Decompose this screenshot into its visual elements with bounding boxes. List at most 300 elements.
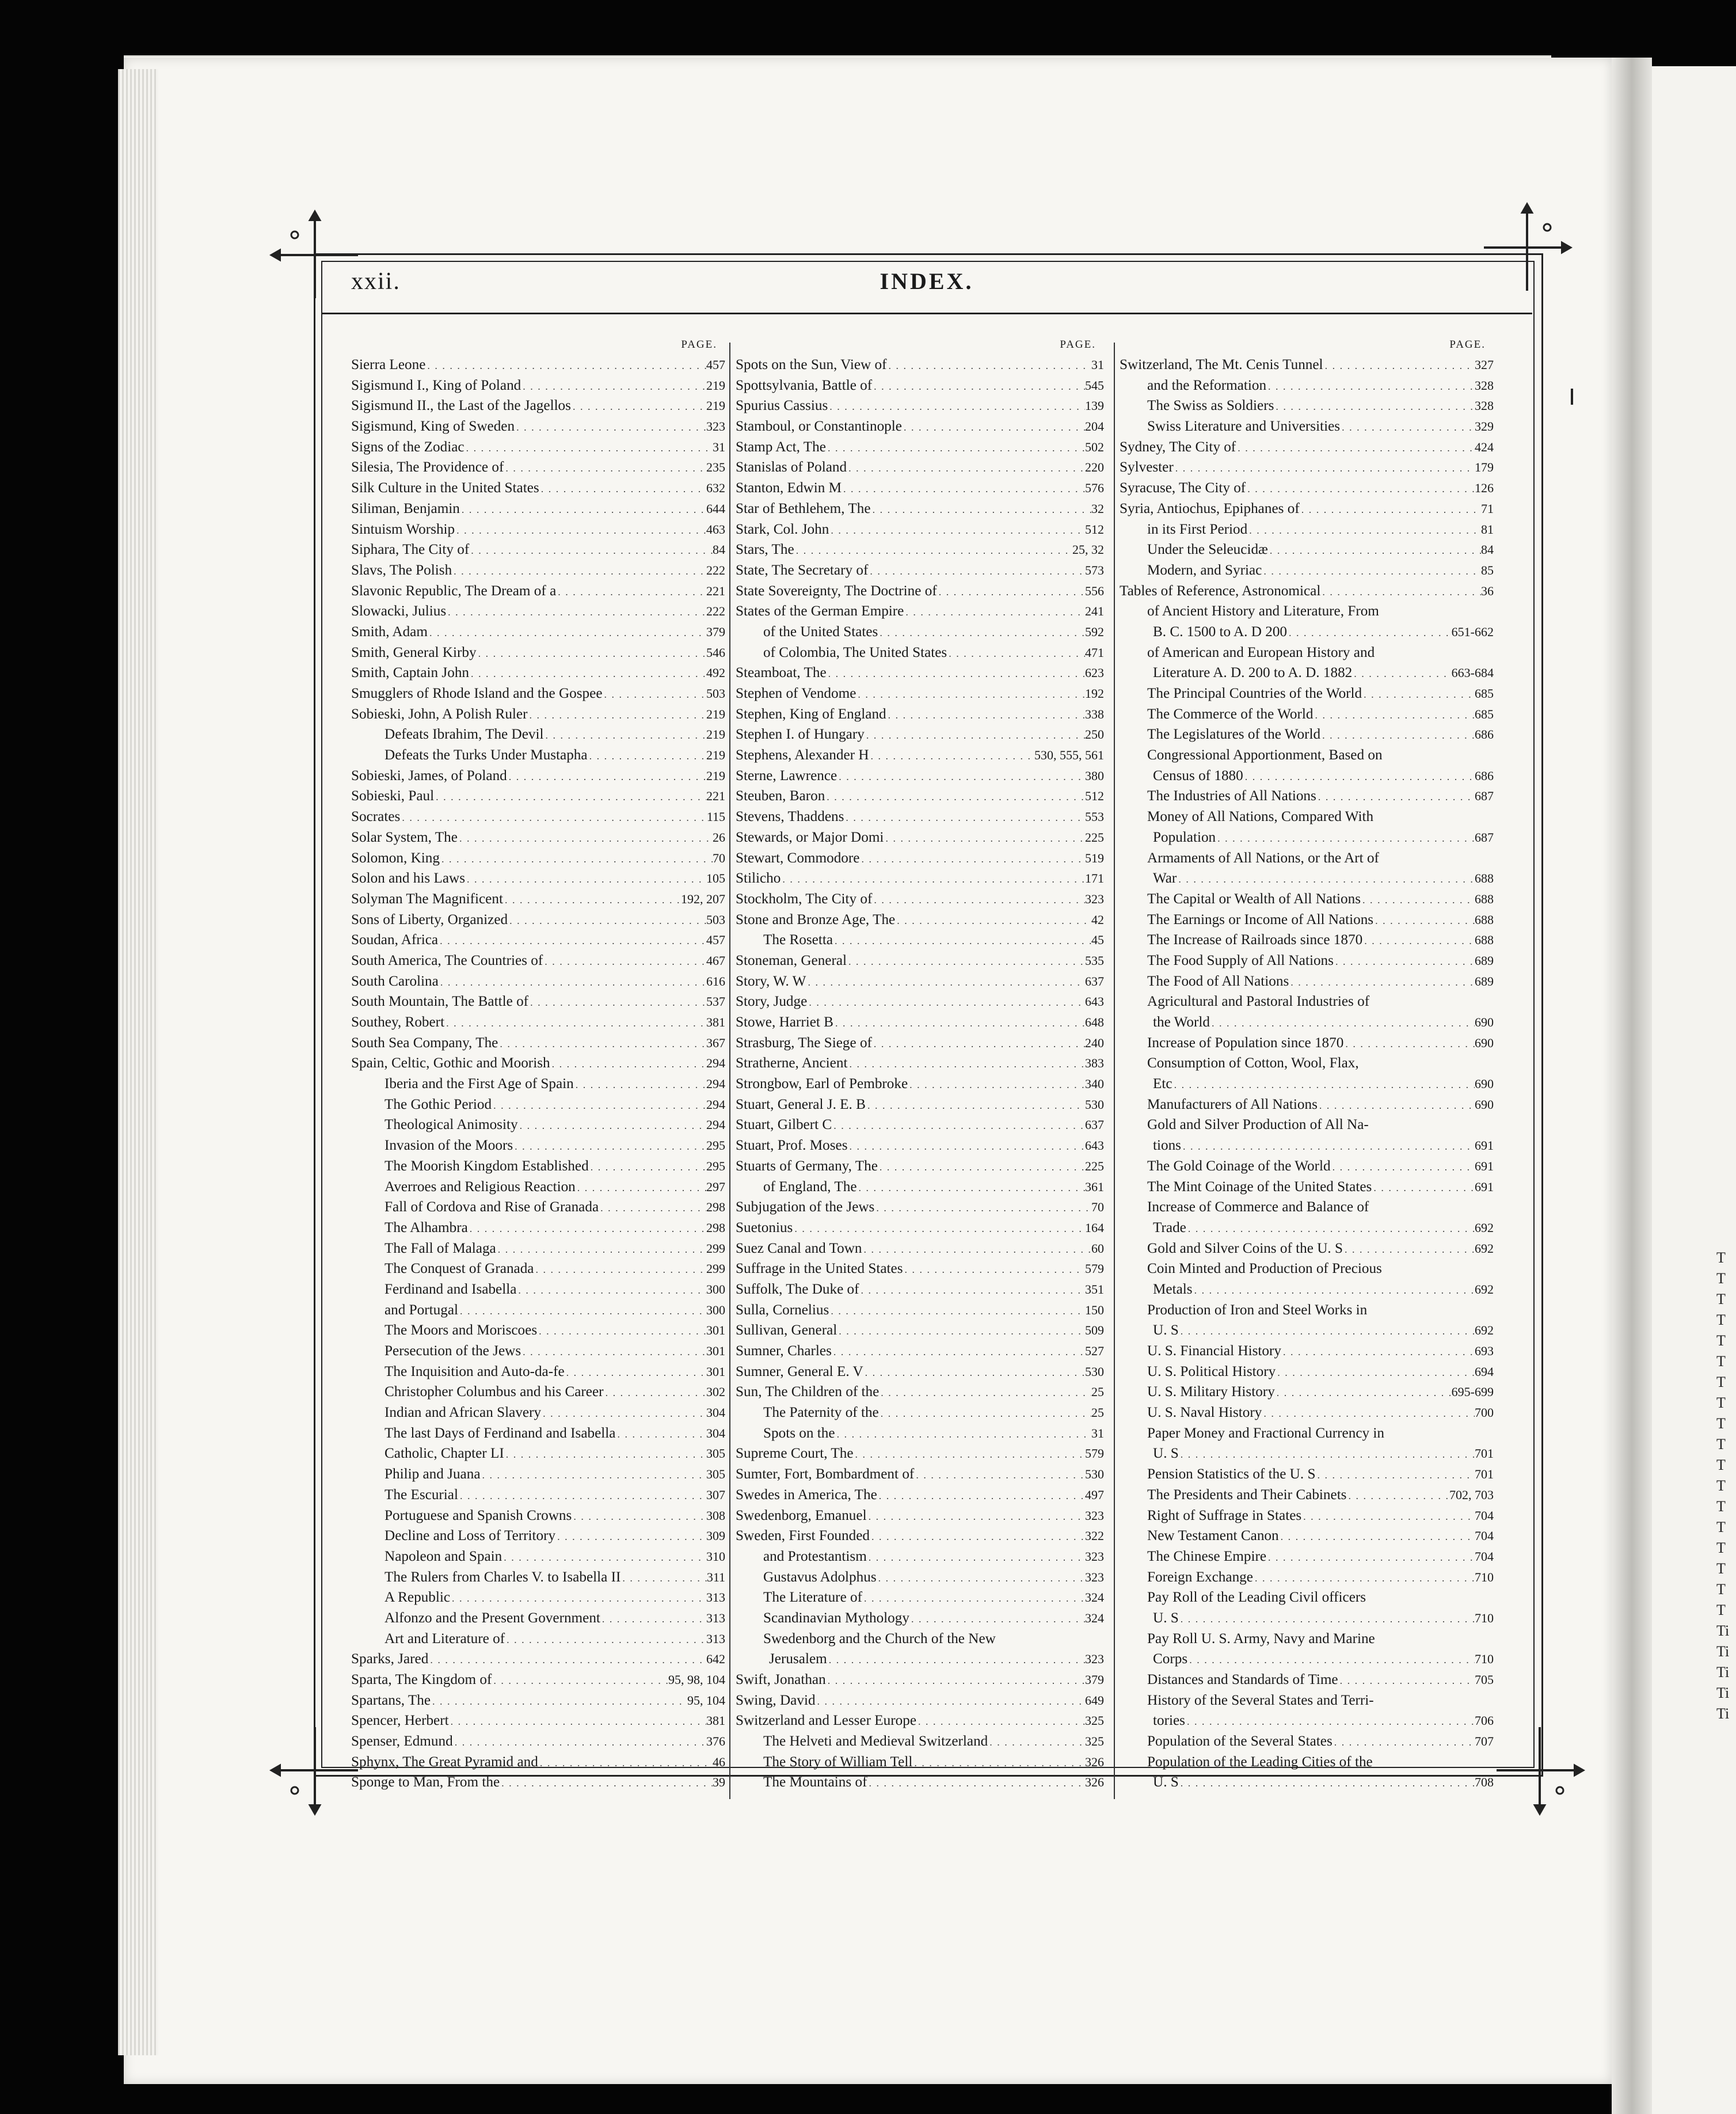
index-entry-page: 222	[706, 562, 725, 577]
index-entry	[351, 1238, 725, 1259]
index-entry-page: 298	[706, 1200, 725, 1215]
index-entry	[736, 375, 1104, 396]
index-entry	[736, 1218, 1104, 1238]
leader-dots	[528, 991, 706, 1012]
index-entry	[1120, 950, 1494, 971]
index-entry	[1120, 1443, 1494, 1464]
index-entry	[1120, 1177, 1494, 1197]
index-entry	[351, 991, 725, 1012]
index-entry-title: Distances and Standards of Time	[1147, 1672, 1338, 1687]
index-entry-page: 25, 32	[1072, 542, 1104, 557]
index-entry-title: Persecution of the Jews	[384, 1343, 521, 1359]
index-entry	[736, 1608, 1104, 1629]
index-entry-title: The Rosetta	[763, 932, 833, 948]
index-entry	[351, 539, 725, 560]
leader-dots	[884, 827, 1085, 848]
facing-page-letter: T	[1716, 1311, 1726, 1328]
index-entry-title: Story, W. W	[736, 973, 806, 989]
index-entry-page: 535	[1085, 953, 1104, 968]
leader-dots	[1313, 704, 1475, 725]
leader-dots	[505, 1629, 706, 1649]
leader-dots	[1247, 519, 1481, 540]
index-entry-page: 691	[1475, 1158, 1494, 1173]
leader-dots	[544, 724, 707, 745]
page-title: INDEX.	[880, 268, 974, 294]
index-entry-page: 695-699	[1451, 1385, 1494, 1400]
leader-dots	[826, 437, 1085, 458]
index-entry-title: Gold and Silver Production of All Na-	[1147, 1117, 1369, 1133]
index-entry-title: of the United States	[763, 623, 878, 640]
index-entry-page: 691	[1475, 1138, 1494, 1153]
index-entry-page: 467	[706, 953, 725, 968]
leader-dots	[847, 950, 1085, 971]
index-entry-page: 324	[1085, 1610, 1104, 1625]
index-entry-page: 294	[706, 1117, 725, 1132]
index-entry-page: 701	[1475, 1446, 1494, 1461]
index-entry-title: Agricultural and Pastoral Industries of	[1147, 994, 1370, 1010]
index-entry	[351, 683, 725, 704]
index-entry-title: B. C. 1500 to A. D 200	[1153, 623, 1288, 640]
index-entry-page: 503	[706, 686, 725, 701]
index-entry-title: of England, The	[763, 1178, 857, 1195]
index-entry-page: 323	[1085, 1569, 1104, 1584]
index-entry-title: Smith, Adam	[351, 623, 428, 640]
index-entry-title: The Mountains of	[763, 1774, 867, 1790]
index-entry-page: 327	[1475, 358, 1494, 372]
index-entry-page: 31	[1091, 358, 1104, 372]
leader-dots	[425, 355, 706, 375]
leader-dots	[872, 1033, 1085, 1054]
index-entry	[736, 786, 1104, 807]
index-entry-page: 556	[1085, 583, 1104, 598]
index-entry-page: 689	[1475, 974, 1494, 988]
index-entry-page: 299	[706, 1261, 725, 1276]
index-entry-page: 95, 98, 104	[668, 1672, 725, 1687]
index-entry-title: Swedenborg and the Church of the New	[763, 1630, 996, 1647]
facing-page-letter: T	[1716, 1498, 1726, 1515]
index-entry-title: The Principal Countries of the World	[1147, 686, 1362, 701]
index-entry	[1120, 1115, 1494, 1135]
index-entry-page: 219	[706, 748, 725, 763]
index-entry	[1120, 478, 1494, 499]
index-entry	[1120, 1587, 1494, 1608]
index-entry-page: 637	[1085, 974, 1104, 988]
index-entry-page: 649	[1085, 1693, 1104, 1708]
index-entry	[351, 1485, 725, 1505]
index-entry-title: Sullivan, General	[736, 1322, 837, 1339]
index-entry-title: Population	[1153, 829, 1216, 845]
index-entry-title: the World	[1153, 1014, 1210, 1030]
index-entry	[1120, 1300, 1494, 1321]
index-entry-page: 700	[1475, 1405, 1494, 1420]
index-entry	[1120, 704, 1494, 725]
index-entry-page: 690	[1475, 1015, 1494, 1029]
index-entry-page: 688	[1475, 933, 1494, 948]
index-entry-page: 579	[1085, 1446, 1104, 1461]
index-entry-title: Spain, Celtic, Gothic and Moorish	[351, 1055, 550, 1071]
index-entry-page: 530, 555, 561	[1034, 748, 1104, 763]
leader-dots	[453, 1731, 706, 1752]
index-entry-title: Stuart, Gilbert C	[736, 1117, 832, 1133]
facing-page-letter: T	[1716, 1477, 1726, 1494]
leader-dots	[1185, 1710, 1475, 1731]
index-entry	[351, 581, 725, 602]
facing-page-letter: T	[1716, 1270, 1726, 1287]
index-entry	[1120, 1485, 1494, 1505]
index-entry-page: 376	[706, 1734, 725, 1749]
index-entry	[1120, 1074, 1494, 1094]
index-entry	[1120, 1258, 1494, 1279]
index-entry-page: 220	[1085, 460, 1104, 475]
index-entry-page: 299	[706, 1241, 725, 1256]
index-entry-page: 294	[706, 1056, 725, 1071]
leader-dots	[816, 1690, 1085, 1711]
index-entry-page: 311	[706, 1569, 725, 1584]
index-entry-page: 323	[1085, 1652, 1104, 1667]
index-entry	[736, 1567, 1104, 1588]
leader-dots	[1216, 827, 1475, 848]
index-entry-title: Spartans, The	[351, 1692, 431, 1708]
index-entry-title: Napoleon and Spain	[384, 1548, 502, 1564]
index-entry-page: 31	[1091, 1425, 1104, 1440]
index-entry	[1120, 642, 1494, 663]
index-entry-title: Paper Money and Fractional Currency in	[1147, 1425, 1384, 1441]
index-entry-title: Sparta, The Kingdom of	[351, 1672, 492, 1687]
leader-dots	[879, 1382, 1091, 1402]
index-entry-title: Spots on the	[763, 1425, 835, 1441]
leader-dots	[503, 889, 681, 910]
index-entry	[736, 663, 1104, 683]
index-entry	[1120, 1197, 1494, 1218]
index-entry-title: Production of Iron and Steel Works in	[1147, 1302, 1368, 1318]
index-entry-page: 26	[713, 830, 725, 845]
index-entry-page: 685	[1475, 686, 1494, 701]
index-entry	[736, 745, 1104, 766]
index-entry-page: 95, 104	[687, 1693, 725, 1708]
index-entry	[736, 355, 1104, 375]
leader-dots	[1246, 478, 1475, 499]
index-entry	[1120, 1402, 1494, 1423]
index-entry	[736, 457, 1104, 478]
leader-dots	[837, 766, 1085, 786]
index-entry	[736, 1279, 1104, 1300]
index-entry-title: Smith, Captain John	[351, 665, 470, 681]
index-entry-page: 179	[1475, 460, 1494, 475]
index-entry-page: 36	[1481, 583, 1494, 598]
index-entry-title: Decline and Loss of Territory	[384, 1528, 556, 1544]
facing-page-letter: T	[1716, 1560, 1726, 1577]
leader-dots	[886, 704, 1085, 725]
leader-dots	[604, 1382, 706, 1402]
index-entry-page: 192, 207	[681, 891, 725, 906]
leader-dots	[492, 1094, 706, 1115]
leader-dots	[837, 1320, 1085, 1341]
index-entry-title: Consumption of Cotton, Wool, Flax,	[1147, 1055, 1359, 1071]
index-entry	[1120, 601, 1494, 622]
index-entry	[351, 1608, 725, 1629]
index-entry	[351, 396, 725, 416]
leader-dots	[862, 1587, 1085, 1608]
index-entry-title: Solon and his Laws	[351, 870, 465, 887]
index-entry	[351, 1074, 725, 1094]
index-entry-page: 707	[1475, 1734, 1494, 1749]
index-entry-page: 25	[1091, 1405, 1104, 1420]
index-entry-title: The Legislatures of the World	[1147, 727, 1321, 743]
leader-dots	[1236, 437, 1475, 458]
index-entry	[1120, 622, 1494, 642]
index-entry	[736, 539, 1104, 560]
index-entry-page: 381	[706, 1713, 725, 1728]
index-entry-title: Solar System, The	[351, 829, 458, 845]
index-entry-title: Defeats Ibrahim, The Devil	[384, 727, 544, 743]
leader-dots	[521, 1341, 706, 1362]
index-entry-title: Foreign Exchange	[1147, 1569, 1253, 1585]
index-column-2	[736, 340, 1104, 1808]
index-entry	[1120, 1772, 1494, 1793]
leader-dots	[1187, 1649, 1475, 1670]
index-entry	[736, 416, 1104, 437]
leader-dots	[868, 560, 1085, 581]
index-entry-page: 301	[706, 1344, 725, 1358]
index-entry-title: Star of Bethlehem, The	[736, 500, 871, 516]
leader-dots	[854, 1443, 1085, 1464]
index-entry-title: The Fall of Malaga	[384, 1240, 496, 1256]
index-entry	[736, 807, 1104, 827]
index-entry-page: 328	[1475, 378, 1494, 393]
leader-dots	[1372, 1177, 1475, 1197]
index-entry	[1120, 786, 1494, 807]
index-entry	[351, 950, 725, 971]
index-entry	[1120, 1526, 1494, 1546]
page-number: xxii.	[351, 268, 401, 295]
index-entry	[736, 971, 1104, 992]
index-entry-page: 39	[713, 1775, 725, 1790]
leader-dots	[588, 745, 706, 766]
leader-dots	[537, 1320, 706, 1341]
leader-dots	[865, 724, 1085, 745]
facing-page-letter: T	[1716, 1374, 1726, 1390]
index-entry-title: Sulla, Cornelius	[736, 1302, 829, 1318]
index-entry	[1120, 1423, 1494, 1444]
leader-dots	[916, 1710, 1085, 1731]
index-entry	[736, 1587, 1104, 1608]
leader-dots	[1352, 663, 1451, 683]
index-entry-title: Stephen of Vendome	[736, 686, 856, 701]
leader-dots	[1276, 1362, 1475, 1382]
leader-dots	[1331, 1156, 1475, 1177]
index-entry-page: 692	[1475, 1323, 1494, 1338]
leader-dots	[806, 971, 1085, 992]
leader-dots	[1362, 930, 1475, 950]
index-entry-title: Strasburg, The Siege of	[736, 1035, 872, 1051]
index-entry-title: Scandinavian Mythology	[763, 1610, 909, 1626]
index-entry	[351, 704, 725, 725]
index-entry-title: Sumter, Fort, Bombardment of	[736, 1466, 915, 1482]
index-entry-page: 644	[706, 501, 725, 516]
leader-dots	[912, 1752, 1085, 1773]
index-entry-title: Tables of Reference, Astronomical	[1120, 583, 1321, 599]
index-entry-page: 302	[706, 1385, 725, 1400]
index-entry-page: 642	[706, 1652, 725, 1667]
leader-dots	[508, 910, 706, 930]
leader-dots	[902, 416, 1085, 437]
index-entry	[351, 1135, 725, 1156]
index-entry-title: and the Reformation	[1147, 377, 1267, 393]
leader-dots	[1262, 560, 1481, 581]
index-entry-page: 221	[706, 789, 725, 804]
leader-dots	[1266, 1546, 1475, 1567]
index-entry	[1120, 1382, 1494, 1402]
facing-page-letter: T	[1716, 1602, 1726, 1618]
index-entry-title: Population of the Leading Cities of the	[1147, 1754, 1373, 1770]
index-entry	[351, 1752, 725, 1773]
index-entry-title: Stamp Act, The	[736, 439, 826, 455]
index-entry-title: The Mint Coinage of the United States	[1147, 1178, 1372, 1195]
index-entry	[736, 1402, 1104, 1423]
leader-dots	[1343, 1238, 1475, 1259]
index-entry-page: 367	[706, 1035, 725, 1050]
index-entry	[351, 827, 725, 848]
index-entry	[1120, 1567, 1494, 1588]
leader-dots	[565, 1362, 706, 1382]
index-entry-title: Siliman, Benjamin	[351, 500, 460, 516]
index-entry-page: 32	[1091, 501, 1104, 516]
index-entry	[351, 457, 725, 478]
index-entry-page: 530	[1085, 1467, 1104, 1482]
leader-dots	[1179, 1443, 1475, 1464]
index-entry-title: Etc	[1153, 1076, 1172, 1092]
index-entry-title: South America, The Countries of	[351, 952, 543, 968]
index-entry-title: Invasion of the Moors	[384, 1138, 513, 1154]
index-entry-title: Soudan, Africa	[351, 932, 439, 948]
index-entry-page: 457	[706, 358, 725, 372]
index-entry-page: 338	[1085, 706, 1104, 721]
index-entry-title: Sparks, Jared	[351, 1651, 429, 1667]
index-entry	[736, 1053, 1104, 1074]
index-entry	[351, 519, 725, 540]
index-entry-title: Sintuism Worship	[351, 521, 455, 537]
leader-dots	[469, 539, 713, 560]
index-entry-title: The Increase of Railroads since 1870	[1147, 932, 1363, 948]
index-entry	[1120, 1629, 1494, 1649]
leader-dots	[826, 1670, 1085, 1690]
index-entry-title: Sigismund, King of Sweden	[351, 419, 515, 435]
index-entry	[736, 827, 1104, 848]
index-entry-title: Sydney, The City of	[1120, 439, 1236, 455]
index-entry	[1120, 807, 1494, 827]
index-entry-title: of American and European History and	[1147, 644, 1375, 660]
leader-dots	[909, 1608, 1085, 1629]
index-entry-title: Swing, David	[736, 1692, 816, 1708]
index-entry-title: Sweden, First Founded	[736, 1528, 870, 1544]
index-entry	[351, 1279, 725, 1300]
leader-dots	[1320, 724, 1475, 745]
leader-dots	[428, 1649, 706, 1670]
index-entry-title: The Escurial	[384, 1486, 458, 1503]
index-entry-title: Sterne, Lawrence	[736, 767, 837, 784]
leader-dots	[500, 1772, 713, 1793]
index-entry-title: The Swiss as Soldiers	[1147, 398, 1274, 414]
index-entry-title: Swiss Literature and Universities	[1147, 419, 1341, 435]
leader-dots	[867, 1772, 1085, 1793]
index-entry-title: Stratherne, Ancient	[736, 1055, 848, 1071]
index-entry-page: 305	[706, 1467, 725, 1482]
index-entry-title: Sobieski, John, A Polish Ruler	[351, 706, 528, 722]
index-entry-title: Fall of Cordova and Rise of Granada	[384, 1199, 599, 1215]
index-entry	[351, 868, 725, 889]
index-entry-title: Stars, The	[736, 542, 794, 558]
index-entry-page: 139	[1085, 398, 1104, 413]
index-entry-title: The Gothic Period	[384, 1096, 492, 1112]
index-entry-title: Sumner, General E. V	[736, 1363, 863, 1379]
index-entry	[351, 642, 725, 663]
leader-dots	[848, 1135, 1085, 1156]
index-entry-page: 704	[1475, 1529, 1494, 1543]
leader-dots	[1179, 1608, 1475, 1629]
leader-dots	[866, 1094, 1085, 1115]
leader-dots	[556, 581, 706, 602]
index-entry-title: Southey, Robert	[351, 1014, 445, 1030]
index-entry-title: Spots on the Sun, View of	[736, 357, 887, 372]
index-entry	[1120, 355, 1494, 375]
index-entry	[351, 1300, 725, 1321]
index-entry	[736, 1526, 1104, 1546]
index-entry-page: 710	[1475, 1610, 1494, 1625]
leader-dots	[589, 1156, 706, 1177]
leader-dots	[829, 519, 1085, 540]
leader-dots	[871, 499, 1091, 519]
leader-dots	[458, 1300, 706, 1321]
index-entry-title: States of the German Empire	[736, 603, 904, 619]
leader-dots	[469, 663, 706, 683]
index-entry-page: 691	[1475, 1179, 1494, 1194]
index-entry	[1120, 457, 1494, 478]
index-entry	[1120, 1690, 1494, 1711]
index-entry-page: 379	[706, 624, 725, 639]
leader-dots	[879, 1402, 1091, 1423]
leader-dots	[1179, 1320, 1475, 1341]
index-entry-page: 527	[1085, 1344, 1104, 1358]
index-entry	[351, 1464, 725, 1485]
index-entry-page: 225	[1085, 830, 1104, 845]
leader-dots	[538, 1752, 713, 1773]
index-entry-page: 512	[1085, 789, 1104, 804]
index-entry-title: U. S	[1153, 1774, 1179, 1790]
leader-dots	[465, 868, 706, 889]
index-entry	[1120, 868, 1494, 889]
index-entry	[736, 991, 1104, 1012]
facing-page-letter: T	[1716, 1519, 1726, 1535]
index-entry	[1120, 1649, 1494, 1670]
index-entry-title: South Mountain, The Battle of	[351, 994, 529, 1010]
index-entry-page: 424	[1475, 439, 1494, 454]
index-entry	[351, 1690, 725, 1711]
index-entry	[736, 1710, 1104, 1731]
index-entry-page: 31	[713, 439, 725, 454]
leader-dots	[534, 1258, 707, 1279]
index-entry-page: 643	[1085, 994, 1104, 1009]
index-entry-page: 706	[1475, 1713, 1494, 1728]
index-entry	[736, 601, 1104, 622]
index-entry-title: Stockholm, The City of	[736, 891, 873, 907]
leader-dots	[827, 663, 1085, 683]
index-entry-title: Gustavus Adolphus	[763, 1569, 877, 1585]
index-entry	[351, 1258, 725, 1279]
index-entry-page: 702, 703	[1449, 1487, 1494, 1502]
index-entry-page: 340	[1085, 1077, 1104, 1092]
index-entry-title: Spencer, Herbert	[351, 1713, 449, 1729]
index-entry-page: 497	[1085, 1487, 1104, 1502]
